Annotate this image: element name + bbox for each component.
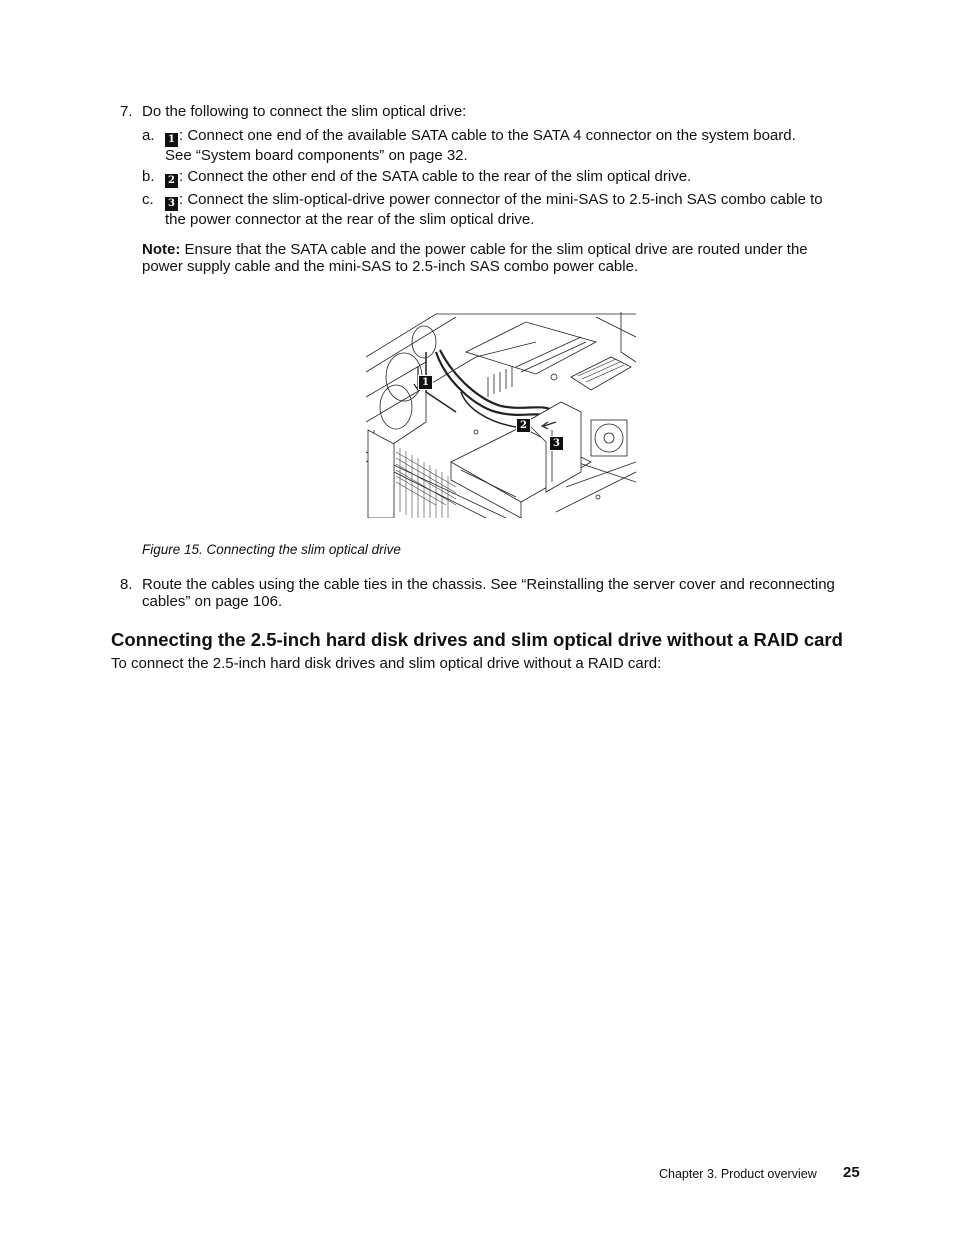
step-8-text xyxy=(142,576,882,610)
step-7-intro: Do the following to connect the slim optical drive: xyxy=(142,103,467,120)
section-intro: To connect the 2.5-inch hard disk drives and slim optical drive without a RAID card: xyxy=(111,655,662,672)
note-label: Note: xyxy=(142,241,181,258)
figure-callout-3-icon: 3 xyxy=(549,436,564,451)
step-8-number: 8. xyxy=(120,576,133,593)
substep-b-letter: b. xyxy=(142,168,155,185)
server-chassis-illustration xyxy=(366,312,636,518)
callout-1-icon: 1 xyxy=(165,133,178,147)
figure-illustration xyxy=(366,312,636,518)
substep-a-line2: See “System board components” on page 32. xyxy=(165,147,468,164)
callout-2-icon: 2 xyxy=(165,174,178,188)
figure-caption: Figure 15. Connecting the slim optical drive xyxy=(142,542,401,557)
footer-chapter: Chapter 3. Product overview xyxy=(659,1167,817,1181)
note xyxy=(142,241,872,275)
substep-a-line1: : Connect one end of the available SATA cable to the SATA 4 connector on the system board. xyxy=(179,127,796,144)
substep-b-line1: : Connect the other end of the SATA cable to the rear of the slim optical drive. xyxy=(179,168,692,185)
figure-callout-2-icon: 2 xyxy=(516,418,531,433)
page-number: 25 xyxy=(843,1164,860,1181)
substep-a-text xyxy=(165,127,885,164)
note-line1: Ensure that the SATA cable and the power cable for the slim optical drive are routed under the xyxy=(180,241,808,258)
substep-b-text xyxy=(165,168,885,188)
step-7-number: 7. xyxy=(120,103,133,120)
substep-c-line1: : Connect the slim-optical-drive power connector of the mini-SAS to 2.5-inch SAS combo cable to xyxy=(179,191,823,208)
step-8-line1: Route the cables using the cable ties in the chassis. See “Reinstalling the server cover and reconnecting xyxy=(142,576,835,593)
substep-c-text xyxy=(165,191,885,228)
note-line2: power supply cable and the mini-SAS to 2.5-inch SAS combo power cable. xyxy=(142,258,639,275)
substep-c-letter: c. xyxy=(142,191,154,208)
section-heading: Connecting the 2.5-inch hard disk drives and slim optical drive without a RAID card xyxy=(111,629,843,650)
figure-callout-1-icon: 1 xyxy=(418,375,433,390)
substep-a-letter: a. xyxy=(142,127,155,144)
callout-3-icon: 3 xyxy=(165,197,178,211)
substep-c-line2: the power connector at the rear of the slim optical drive. xyxy=(165,211,535,228)
step-8-line2: cables” on page 106. xyxy=(142,593,283,610)
